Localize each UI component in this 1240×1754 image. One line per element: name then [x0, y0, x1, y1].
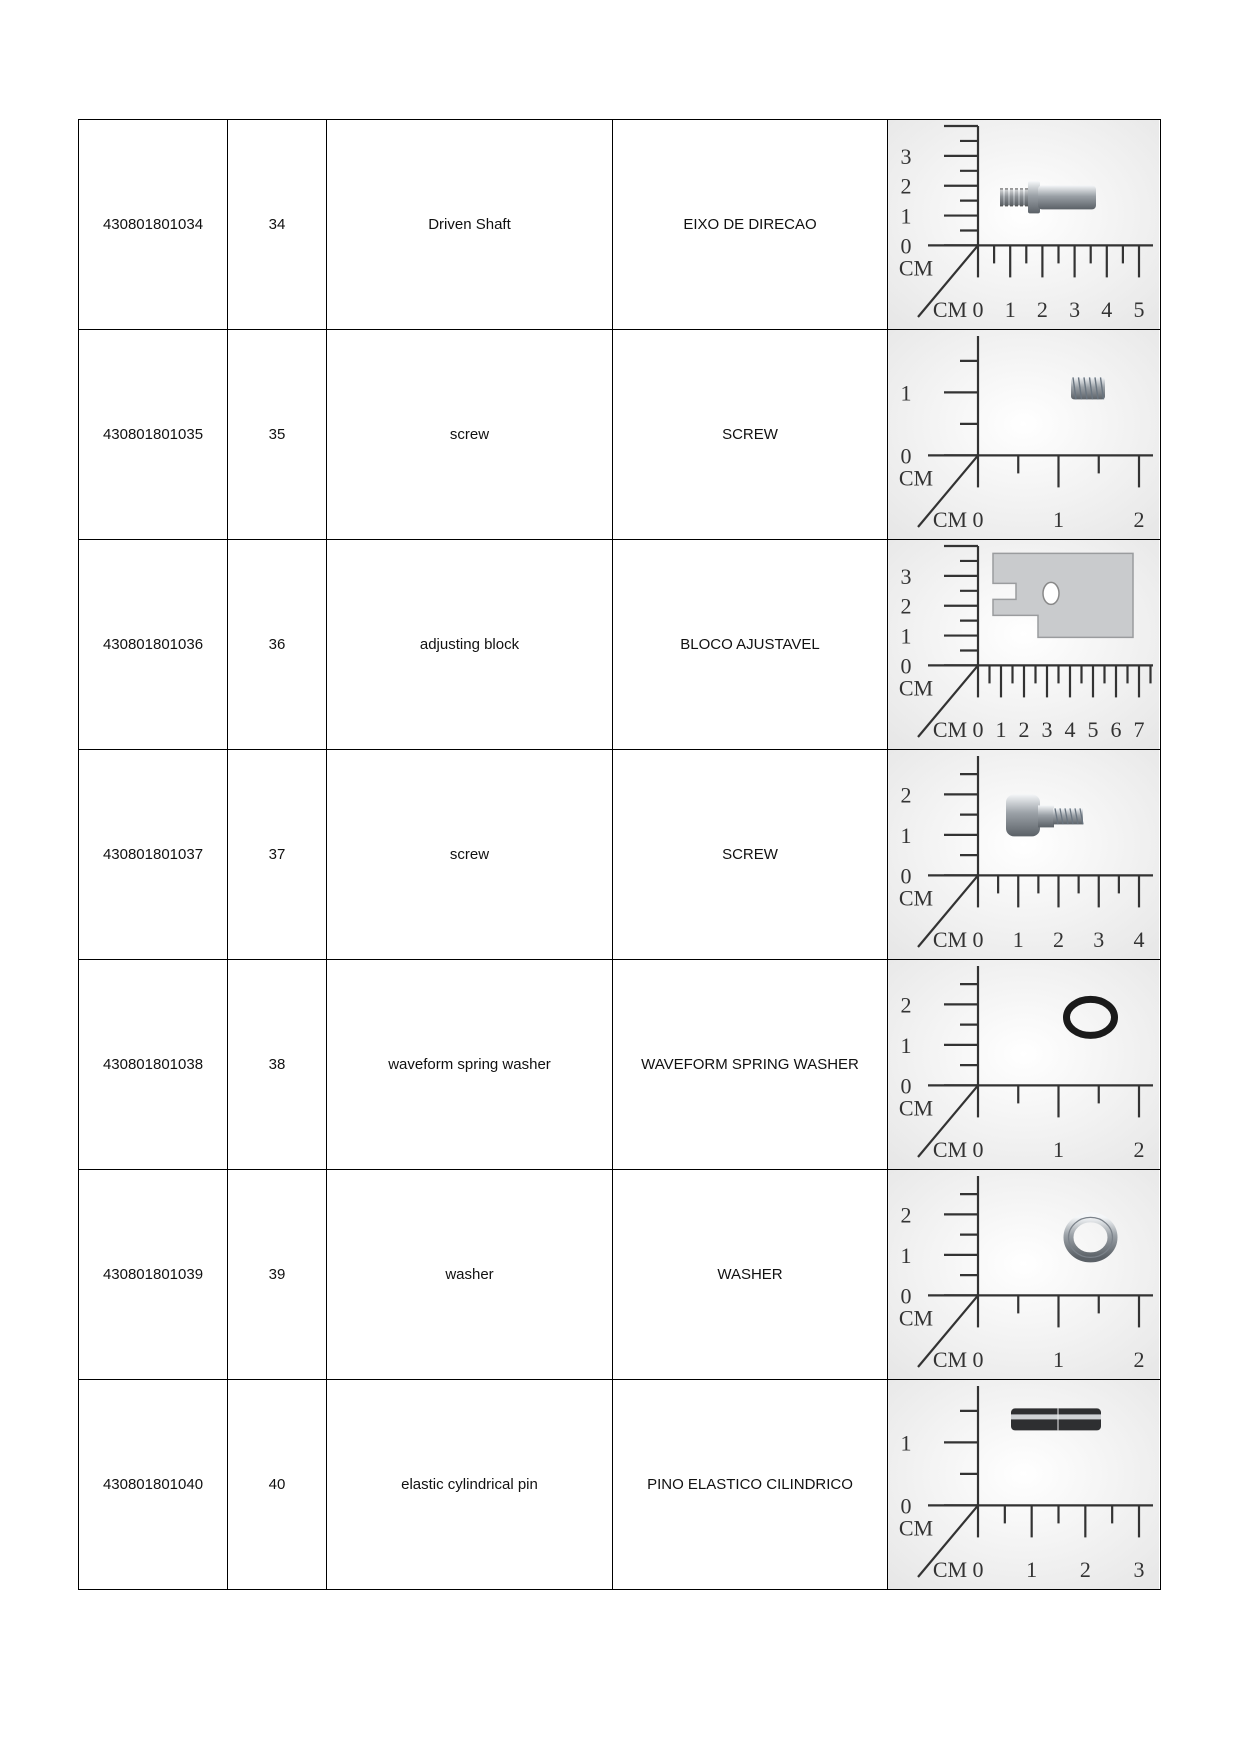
y-scale-label: 3 [900, 143, 912, 169]
item-number-cell: 34 [228, 120, 327, 330]
x-scale-label: 1 [995, 717, 1007, 742]
y-scale-label: 1 [900, 822, 912, 848]
unit-label: CM [932, 927, 968, 952]
name-pt-cell: EIXO DE DIRECAO [613, 120, 888, 330]
x-scale-label: 2 [1133, 507, 1145, 532]
x-scale-label: 1 [1053, 507, 1064, 532]
part-photo-cell [888, 960, 1161, 1170]
y-scale-label: 1 [900, 1032, 912, 1058]
y-scale-label: 0 [900, 1493, 912, 1519]
x-scale-label: 2 [1133, 1137, 1145, 1162]
name-en-cell: elastic cylindrical pin [327, 1380, 613, 1590]
y-scale-label: 1 [900, 623, 912, 649]
x-scale-label: 1 [1004, 297, 1016, 322]
x-scale-label: 7 [1133, 717, 1145, 742]
unit-label: CM [898, 1305, 934, 1331]
unit-label: CM [932, 297, 968, 322]
table-row [79, 120, 1161, 330]
name-pt-cell: BLOCO AJUSTAVEL [613, 540, 888, 750]
part-photo [888, 540, 1159, 749]
part-code-cell: 430801801034 [79, 120, 228, 330]
name-pt-cell: PINO ELASTICO CILINDRICO [613, 1380, 888, 1590]
part-code-cell: 430801801036 [79, 540, 228, 750]
x-scale-label: 5 [1133, 297, 1145, 322]
part-photo [888, 120, 1159, 329]
name-pt-cell: SCREW [613, 750, 888, 960]
x-scale-label: 0 [972, 1347, 984, 1372]
unit-label: CM [898, 885, 934, 911]
table-row [79, 960, 1161, 1170]
unit-label: CM [898, 465, 934, 491]
unit-label: CM [932, 1557, 968, 1582]
x-scale-label: 4 [1101, 297, 1113, 322]
table-row [79, 1170, 1161, 1380]
part-code-cell: 430801801037 [79, 750, 228, 960]
unit-label: CM [898, 1095, 934, 1121]
part-photo [888, 1170, 1159, 1379]
part-code-cell: 430801801040 [79, 1380, 228, 1590]
item-number-cell: 40 [228, 1380, 327, 1590]
part-code-cell: 430801801038 [79, 960, 228, 1170]
y-scale-label: 2 [900, 593, 912, 619]
x-scale-label: 1 [1026, 1557, 1038, 1582]
part-photo [888, 750, 1159, 959]
unit-label: CM [932, 1347, 968, 1372]
table-row [79, 750, 1161, 960]
x-scale-label: 5 [1087, 717, 1099, 742]
x-scale-label: 0 [972, 1557, 984, 1582]
name-pt-cell: WAVEFORM SPRING WASHER [613, 960, 888, 1170]
x-scale-label: 6 [1110, 717, 1122, 742]
pin-icon [1011, 1408, 1101, 1430]
x-scale-label: 1 [1053, 1347, 1064, 1372]
item-number-cell: 37 [228, 750, 327, 960]
name-en-cell: waveform spring washer [327, 960, 613, 1170]
name-en-cell: washer [327, 1170, 613, 1380]
part-code-cell: 430801801035 [79, 330, 228, 540]
x-scale-label: 1 [1053, 1137, 1064, 1162]
y-scale-label: 0 [900, 863, 912, 889]
table-row [79, 540, 1161, 750]
set-screw-icon [1071, 377, 1105, 399]
unit-label: CM [898, 1515, 934, 1541]
unit-label: CM [932, 1137, 968, 1162]
y-scale-label: 0 [900, 1073, 912, 1099]
parts-table-body [79, 120, 1161, 1590]
name-pt-cell: WASHER [613, 1170, 888, 1380]
unit-label: CM [898, 675, 934, 701]
y-scale-label: 0 [900, 1283, 912, 1309]
item-number-cell: 39 [228, 1170, 327, 1380]
x-scale-label: 4 [1133, 927, 1145, 952]
name-en-cell: screw [327, 750, 613, 960]
part-photo [888, 330, 1159, 539]
y-scale-label: 0 [900, 443, 912, 469]
y-scale-label: 0 [900, 653, 912, 679]
item-number-cell: 36 [228, 540, 327, 750]
x-scale-label: 0 [972, 507, 984, 532]
y-scale-label: 2 [900, 782, 912, 808]
y-scale-label: 2 [900, 1202, 912, 1228]
x-scale-label: 1 [1012, 927, 1024, 952]
x-scale-label: 2 [1053, 927, 1064, 952]
part-photo-cell [888, 540, 1161, 750]
unit-label: CM [932, 507, 968, 532]
table-row [79, 1380, 1161, 1590]
name-en-cell: Driven Shaft [327, 120, 613, 330]
x-scale-label: 2 [1133, 1347, 1145, 1372]
part-photo-cell [888, 1170, 1161, 1380]
x-scale-label: 2 [1079, 1557, 1091, 1582]
part-code-cell: 430801801039 [79, 1170, 228, 1380]
name-en-cell: screw [327, 330, 613, 540]
table-row [79, 330, 1161, 540]
x-scale-label: 0 [972, 717, 984, 742]
parts-table [78, 119, 1161, 1590]
name-pt-cell: SCREW [613, 330, 888, 540]
item-number-cell: 35 [228, 330, 327, 540]
name-en-cell: adjusting block [327, 540, 613, 750]
unit-label: CM [932, 717, 968, 742]
y-scale-label: 1 [900, 1242, 912, 1268]
part-photo [888, 960, 1159, 1169]
x-scale-label: 0 [972, 297, 984, 322]
y-scale-label: 3 [900, 563, 912, 589]
item-number-cell: 38 [228, 960, 327, 1170]
x-scale-label: 0 [972, 1137, 984, 1162]
x-scale-label: 2 [1036, 297, 1048, 322]
x-scale-label: 3 [1069, 297, 1081, 322]
y-scale-label: 1 [900, 380, 912, 406]
part-photo-cell [888, 1380, 1161, 1590]
y-scale-label: 2 [900, 992, 912, 1018]
x-scale-label: 3 [1133, 1557, 1145, 1582]
x-scale-label: 4 [1064, 717, 1076, 742]
y-scale-label: 1 [900, 1430, 912, 1456]
y-scale-label: 1 [900, 203, 912, 229]
part-photo-cell [888, 330, 1161, 540]
x-scale-label: 3 [1093, 927, 1105, 952]
part-photo-cell [888, 750, 1161, 960]
y-scale-label: 2 [900, 173, 912, 199]
x-scale-label: 2 [1018, 717, 1030, 742]
x-scale-label: 0 [972, 927, 984, 952]
x-scale-label: 3 [1041, 717, 1053, 742]
part-photo-cell [888, 120, 1161, 330]
y-scale-label: 0 [900, 233, 912, 259]
part-photo [888, 1380, 1159, 1589]
unit-label: CM [898, 255, 934, 281]
